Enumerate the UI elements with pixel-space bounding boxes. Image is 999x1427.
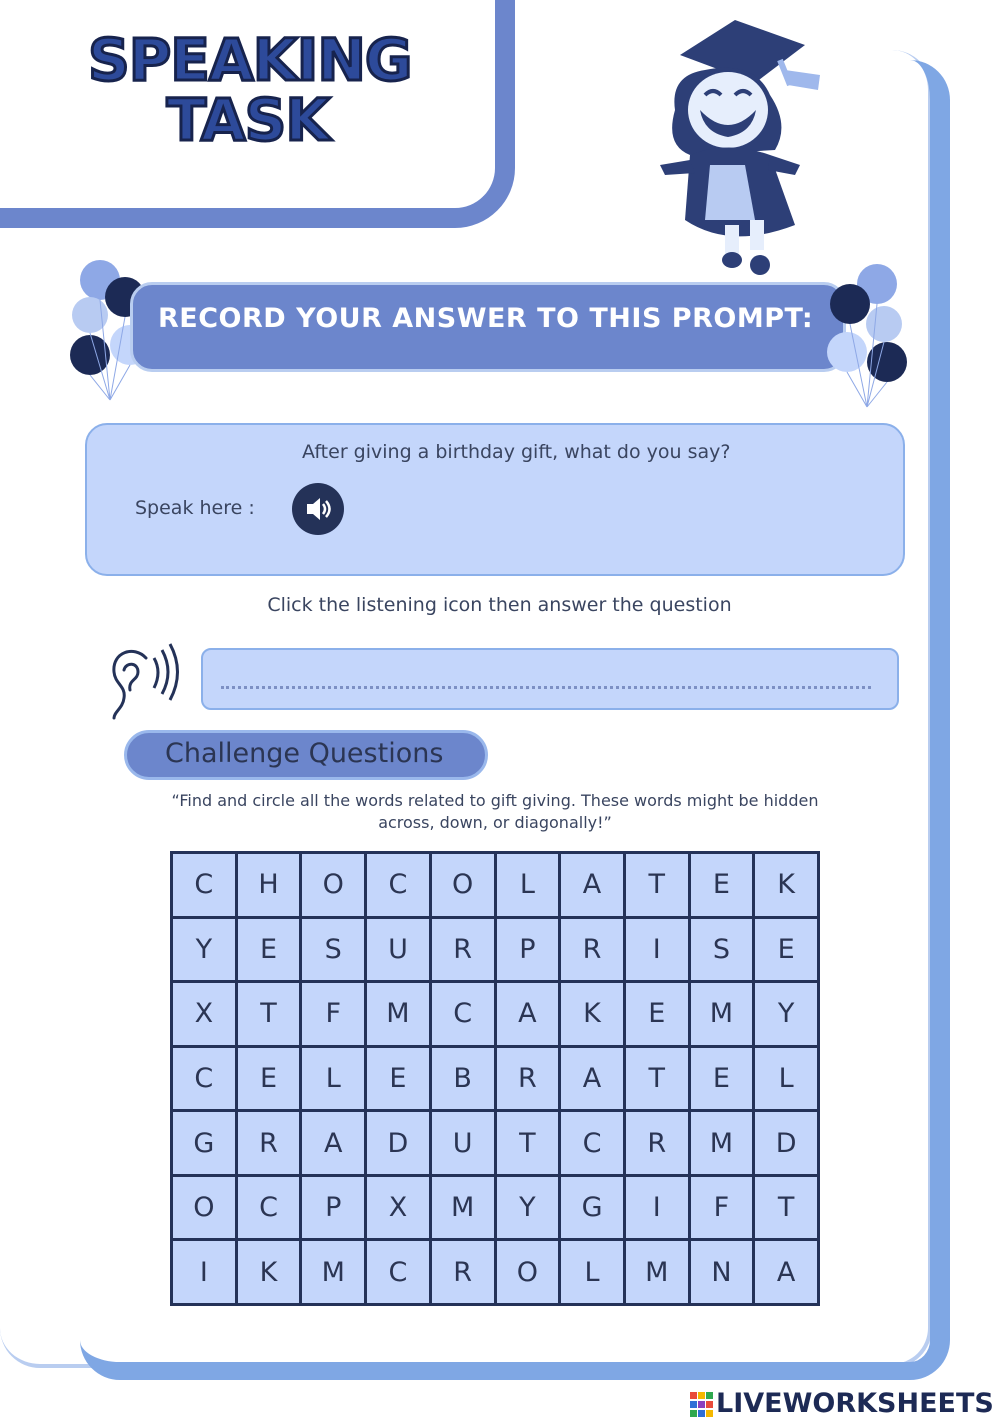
- prompt-banner-text: RECORD YOUR ANSWER TO THIS PROMPT:: [158, 303, 814, 334]
- word-search-cell[interactable]: T: [497, 1112, 559, 1174]
- record-speaker-button[interactable]: [292, 483, 344, 535]
- word-search-cell[interactable]: R: [432, 1241, 494, 1303]
- word-search-cell[interactable]: E: [691, 854, 753, 916]
- word-search-cell[interactable]: A: [755, 1241, 817, 1303]
- word-search-cell[interactable]: S: [302, 919, 364, 981]
- word-search-cell[interactable]: R: [497, 1048, 559, 1110]
- liveworksheets-logo-icon: [690, 1392, 714, 1418]
- word-search-cell[interactable]: R: [626, 1112, 688, 1174]
- word-search-cell[interactable]: C: [367, 1241, 429, 1303]
- word-search-cell[interactable]: H: [238, 854, 300, 916]
- word-search-cell[interactable]: E: [238, 1048, 300, 1110]
- word-search-cell[interactable]: C: [367, 854, 429, 916]
- word-search-cell[interactable]: A: [561, 1048, 623, 1110]
- word-search-cell[interactable]: C: [561, 1112, 623, 1174]
- word-search-cell[interactable]: C: [432, 983, 494, 1045]
- word-search-cell[interactable]: E: [691, 1048, 753, 1110]
- word-search-cell[interactable]: X: [367, 1177, 429, 1239]
- prompt-question-box: [85, 423, 905, 576]
- word-search-instruction: “Find and circle all the words related to gift giving. These words might be hidden across, down, or diagonally!”: [171, 791, 819, 832]
- word-search-cell[interactable]: X: [173, 983, 235, 1045]
- word-search-cell[interactable]: F: [691, 1177, 753, 1239]
- word-search-cell[interactable]: S: [691, 919, 753, 981]
- graduate-girl-illustration: [660, 15, 835, 280]
- word-search-cell[interactable]: I: [626, 1177, 688, 1239]
- word-search-cell[interactable]: R: [432, 919, 494, 981]
- word-search-cell[interactable]: M: [691, 1112, 753, 1174]
- word-search-cell[interactable]: C: [238, 1177, 300, 1239]
- word-search-cell[interactable]: U: [432, 1112, 494, 1174]
- word-search-cell[interactable]: E: [626, 983, 688, 1045]
- prompt-question: After giving a birthday gift, what do you say?: [302, 441, 731, 463]
- word-search-cell[interactable]: D: [367, 1112, 429, 1174]
- word-search-cell[interactable]: K: [238, 1241, 300, 1303]
- word-search-cell[interactable]: K: [561, 983, 623, 1045]
- speak-here-label: Speak here :: [135, 497, 255, 519]
- word-search-cell[interactable]: C: [173, 1048, 235, 1110]
- word-search-cell[interactable]: Y: [755, 983, 817, 1045]
- word-search-cell[interactable]: G: [173, 1112, 235, 1174]
- word-search-cell[interactable]: M: [302, 1241, 364, 1303]
- word-search-cell[interactable]: L: [755, 1048, 817, 1110]
- word-search-cell[interactable]: K: [755, 854, 817, 916]
- title-line-2: TASK: [166, 86, 330, 154]
- speaker-icon: [292, 483, 344, 535]
- prompt-banner: [130, 282, 846, 372]
- challenge-title: Challenge Questions: [165, 738, 444, 769]
- word-search-cell[interactable]: M: [432, 1177, 494, 1239]
- challenge-questions-header: [124, 730, 488, 780]
- word-search-cell[interactable]: M: [626, 1241, 688, 1303]
- word-search-cell[interactable]: D: [755, 1112, 817, 1174]
- word-search-cell[interactable]: N: [691, 1241, 753, 1303]
- word-search-cell[interactable]: A: [497, 983, 559, 1045]
- word-search-cell[interactable]: M: [691, 983, 753, 1045]
- answer-dotted-line: [221, 686, 871, 689]
- liveworksheets-logo-text: LIVEWORKSHEETS: [716, 1388, 994, 1419]
- word-search-cell[interactable]: P: [497, 919, 559, 981]
- word-search-cell[interactable]: M: [367, 983, 429, 1045]
- word-search-cell[interactable]: O: [302, 854, 364, 916]
- word-search-cell[interactable]: Y: [497, 1177, 559, 1239]
- word-search-cell[interactable]: L: [302, 1048, 364, 1110]
- word-search-cell[interactable]: E: [755, 919, 817, 981]
- word-search-cell[interactable]: B: [432, 1048, 494, 1110]
- word-search-cell[interactable]: U: [367, 919, 429, 981]
- word-search-cell[interactable]: Y: [173, 919, 235, 981]
- word-search-grid: [170, 851, 820, 1306]
- word-search-cell[interactable]: L: [497, 854, 559, 916]
- balloons-right-decoration: [822, 262, 917, 417]
- word-search-cell[interactable]: C: [173, 854, 235, 916]
- word-search-cell[interactable]: O: [432, 854, 494, 916]
- word-search-cell[interactable]: T: [626, 854, 688, 916]
- word-search-cell[interactable]: E: [238, 919, 300, 981]
- word-search-cell[interactable]: A: [561, 854, 623, 916]
- listening-answer-input[interactable]: [201, 648, 899, 710]
- word-search-cell[interactable]: L: [561, 1241, 623, 1303]
- word-search-cell[interactable]: O: [497, 1241, 559, 1303]
- word-search-cell[interactable]: P: [302, 1177, 364, 1239]
- word-search-cell[interactable]: A: [302, 1112, 364, 1174]
- liveworksheets-logo: [690, 1388, 994, 1422]
- word-search-cell[interactable]: I: [626, 919, 688, 981]
- word-search-cell[interactable]: I: [173, 1241, 235, 1303]
- title-line-1: SPEAKING: [88, 26, 412, 94]
- word-search-cell[interactable]: O: [173, 1177, 235, 1239]
- word-search-cell[interactable]: T: [238, 983, 300, 1045]
- word-search-cell[interactable]: R: [561, 919, 623, 981]
- word-search-cell[interactable]: T: [755, 1177, 817, 1239]
- page-title: [88, 26, 412, 154]
- listening-instruction: Click the listening icon then answer the question: [267, 594, 732, 616]
- ear-icon[interactable]: [104, 640, 182, 722]
- word-search-cell[interactable]: T: [626, 1048, 688, 1110]
- word-search-cell[interactable]: E: [367, 1048, 429, 1110]
- word-search-cell[interactable]: R: [238, 1112, 300, 1174]
- word-search-cell[interactable]: F: [302, 983, 364, 1045]
- word-search-cell[interactable]: G: [561, 1177, 623, 1239]
